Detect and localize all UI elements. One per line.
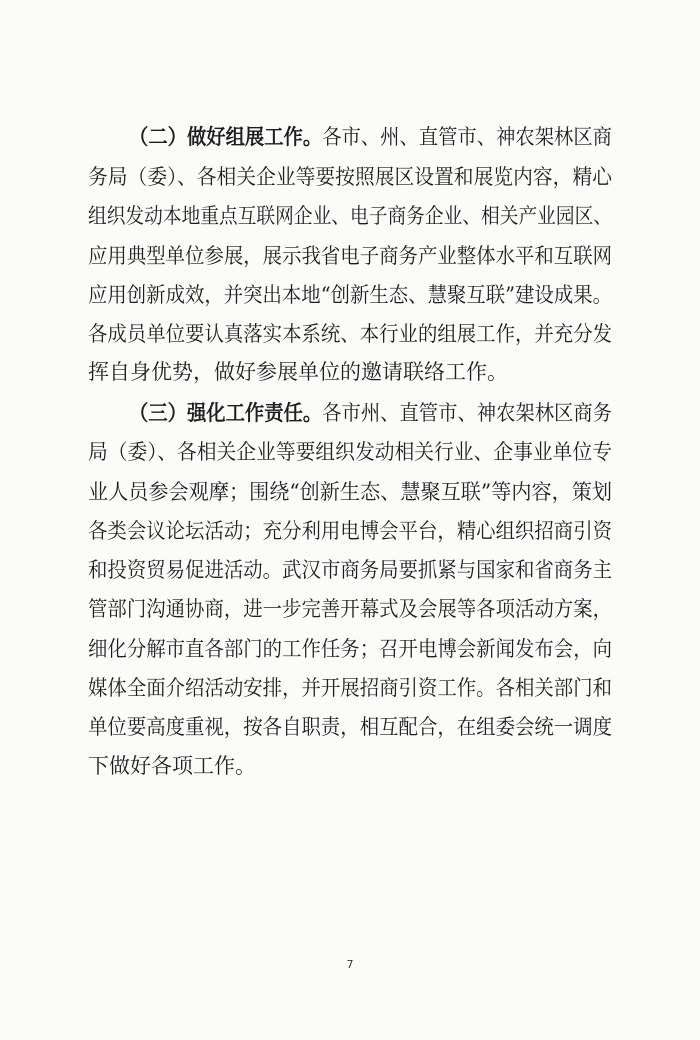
paragraph-line xyxy=(7,633,654,665)
paragraph-line xyxy=(5,161,664,193)
paragraph-text: 应用典型单位参展，展示我省电子商务产业整体水平和互联网 xyxy=(88,244,613,268)
paragraph-line xyxy=(7,515,654,547)
paragraph-text: 细化分解市直各部门的工作任务；召开电博会新闻发布会，向 xyxy=(88,637,613,661)
paragraph-text: 各市、州、直管市、神农架林区商 xyxy=(322,125,612,149)
paragraph-text: 单位要高度重视，按各自职责，相互配合，在组委会统一调度 xyxy=(88,715,613,739)
paragraph-text: 挥自身优势，做好参展单位的邀请联络工作。 xyxy=(88,360,508,384)
paragraph-line xyxy=(10,200,634,232)
paragraph-text: 组织发动本地重点互联网企业、电子商务企业、相关产业园区、 xyxy=(88,204,613,228)
paragraph-line xyxy=(7,593,654,625)
paragraph-text: 下做好各项工作。 xyxy=(88,754,256,778)
paragraph-text: 和投资贸易促进活动。武汉市商务局要抓紧与国家和省商务主 xyxy=(88,558,613,582)
paragraph-line xyxy=(7,279,653,311)
paragraph-line xyxy=(7,318,654,350)
section-heading: （二）做好组展工作。 xyxy=(129,124,323,149)
paragraph-text: 各市州、直管市、神农架林区商务 xyxy=(322,401,612,425)
paragraph-line xyxy=(7,554,654,586)
paragraph-text: 应用创新成效，并突出本地“创新生态、慧聚互联”建设成果。 xyxy=(88,283,613,307)
paragraph-text: 业人员参会观摩；围绕“创新生态、慧聚互联”等内容，策划 xyxy=(88,480,613,504)
paragraph-line xyxy=(0,750,700,782)
paragraph-line xyxy=(7,672,654,704)
paragraph-line xyxy=(5,436,664,468)
paragraph-line xyxy=(10,121,654,153)
paragraph-line xyxy=(7,240,654,272)
paragraph-text: 务局（委）、各相关企业等要按照展区设置和展览内容，精心 xyxy=(88,165,613,189)
paragraph-text: 各成员单位要认真落实本系统、本行业的组展工作，并充分发 xyxy=(88,322,613,346)
paragraph-line xyxy=(10,397,654,429)
paragraph-text: 媒体全面介绍活动安排，并开展招商引资工作。各相关部门和 xyxy=(88,676,613,700)
paragraph-text: 局（委）、各相关企业等要组织发动相关行业、企事业单位专 xyxy=(88,440,613,464)
paragraph-line xyxy=(0,356,700,388)
paragraph-text: 各类会议论坛活动；充分利用电博会平台，精心组织招商引资 xyxy=(88,519,613,543)
section-heading: （三）强化工作责任。 xyxy=(129,400,323,425)
paragraph-line xyxy=(7,711,654,743)
paragraph-line xyxy=(4,476,675,508)
page-number: 7 xyxy=(346,958,354,971)
paragraph-text: 管部门沟通协商，进一步完善开幕式及会展等各项活动方案， xyxy=(88,597,613,621)
